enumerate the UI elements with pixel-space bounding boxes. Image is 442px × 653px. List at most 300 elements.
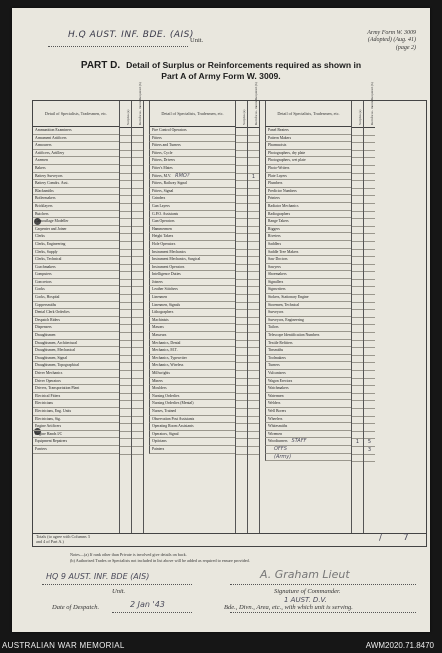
trade-row: Coachmakers xyxy=(33,264,119,272)
surplus-cell xyxy=(352,325,363,333)
trade-row: Dispensers xyxy=(33,324,119,332)
trade-row: Welders xyxy=(265,400,351,408)
title-line1: Detail of Surplus or Reinforcements required as shown in xyxy=(126,60,362,70)
reinforcements-cell xyxy=(132,424,143,432)
note-b: (b) Authorised Trades or Specialists not included in list above will be added as required to ensure provided. xyxy=(70,557,250,563)
trade-row: Sawyers xyxy=(265,264,351,272)
surplus-cell xyxy=(120,181,131,189)
reinforcements-cell xyxy=(248,447,259,455)
reinforcements-cell xyxy=(364,356,375,364)
trade-row: Toolmakers xyxy=(265,355,351,363)
part-label: PART D. xyxy=(80,60,121,71)
trade-row: Hammermen xyxy=(149,226,235,234)
surplus-cell xyxy=(352,401,363,409)
area-line xyxy=(230,612,416,613)
surplus-cell xyxy=(352,196,363,204)
reinforcements-cell xyxy=(364,409,375,417)
surplus-cell xyxy=(236,333,247,341)
trade-row: Tinsmiths xyxy=(265,347,351,355)
surplus-cell xyxy=(352,386,363,394)
reinforcements-cell xyxy=(132,234,143,242)
trade-row: Engine Artificers xyxy=(33,423,119,431)
reinforcements-cell xyxy=(364,227,375,235)
trade-row xyxy=(265,454,351,462)
trade-label: Woodturners xyxy=(268,439,288,444)
surplus-cell xyxy=(236,234,247,242)
surplus-cell xyxy=(120,394,131,402)
surplus-cell xyxy=(236,341,247,349)
reinforcements-cell: 5 xyxy=(364,439,375,447)
reinforcements-cell xyxy=(248,318,259,326)
surplus-cell xyxy=(352,265,363,273)
trade-row: Mechanics, Wireless xyxy=(149,362,235,370)
reinforcements-cell xyxy=(248,439,259,447)
signature-handwritten: A. Graham Lieut xyxy=(260,568,350,581)
trade-row: Wheelers xyxy=(265,416,351,424)
trade-row: Boilermakers xyxy=(33,195,119,203)
credit-bar xyxy=(0,637,442,653)
reinforcements-cell xyxy=(132,196,143,204)
reinforcements-cell xyxy=(248,151,259,159)
reinforcements-cell xyxy=(132,310,143,318)
trade-row: Cooks, Hospital xyxy=(33,294,119,302)
surplus-cell xyxy=(120,295,131,303)
surplus-cell xyxy=(352,303,363,311)
trade-row: Instrument Operators xyxy=(149,264,235,272)
trade-column xyxy=(33,101,119,533)
reinforcements-cell xyxy=(248,196,259,204)
trade-row: Predictor Numbers xyxy=(265,188,351,196)
trade-row: Lithographers xyxy=(149,309,235,317)
column-header: Detail of Specialists, Tradesmen, etc. xyxy=(149,101,235,127)
surplus-cell xyxy=(236,371,247,379)
trade-row: Textile Refitters xyxy=(265,340,351,348)
surplus-cell xyxy=(236,128,247,136)
trade-row: Gun Operators xyxy=(149,218,235,226)
surplus-cell xyxy=(236,310,247,318)
handwritten-note: OFFS xyxy=(274,445,287,452)
trade-row: Millwrights xyxy=(149,370,235,378)
reinforcements-cell xyxy=(132,447,143,455)
reinforcements-cell xyxy=(364,136,375,144)
reinforcements-cell xyxy=(364,386,375,394)
reinforcements-cell xyxy=(364,265,375,273)
reinforcements-cell xyxy=(364,219,375,227)
surplus-cell xyxy=(352,212,363,220)
reinforcements-cell xyxy=(248,287,259,295)
trade-row: Electrical Fitters xyxy=(33,393,119,401)
totals-reinforcements: 7 xyxy=(403,533,409,543)
trade-row: Computers xyxy=(33,271,119,279)
surplus-cell xyxy=(236,394,247,402)
reinforcements-cell xyxy=(132,356,143,364)
reinforcements-cell xyxy=(364,379,375,387)
surplus-cell xyxy=(236,158,247,166)
reinforcements-cell xyxy=(132,128,143,136)
trade-row: Saddlers xyxy=(265,241,351,249)
vertical-header xyxy=(120,101,131,128)
reinforcements-cell xyxy=(132,379,143,387)
trade-row: Turners xyxy=(265,362,351,370)
trade-row: Armament Artificers xyxy=(33,135,119,143)
surplus-cell xyxy=(120,280,131,288)
reinforcements-cell xyxy=(364,250,375,258)
date-line xyxy=(112,612,192,613)
surplus-cell xyxy=(120,250,131,258)
reinforcements-cell xyxy=(132,318,143,326)
surplus-cell xyxy=(236,401,247,409)
reinforcements-cell xyxy=(248,417,259,425)
trade-row: Radiographers xyxy=(265,211,351,219)
reinforcements-cell xyxy=(132,409,143,417)
trade-row: Concretors xyxy=(33,279,119,287)
trade-row: Bakers xyxy=(33,165,119,173)
title-line2: Part A of Army Form W. 3009. xyxy=(161,71,281,81)
reinforcements-cell xyxy=(364,196,375,204)
surplus-cell xyxy=(352,227,363,235)
part-title xyxy=(12,60,430,82)
vertical-header xyxy=(248,82,259,128)
reinforcements-cell xyxy=(132,303,143,311)
surplus-cell xyxy=(120,234,131,242)
trade-row: Artificers, Artillery xyxy=(33,150,119,158)
trade-row: Fitters, Drivers xyxy=(149,157,235,165)
trade-row: Camouflage Modeller xyxy=(33,218,119,226)
reinforcements-cell xyxy=(132,242,143,250)
reinforcements-cell xyxy=(364,212,375,220)
surplus-cell xyxy=(236,295,247,303)
surplus-cell xyxy=(120,242,131,250)
trade-row: Stokers, Stationary Engine xyxy=(265,294,351,302)
reinforcements-cell xyxy=(132,417,143,425)
reinforcements-cell xyxy=(132,166,143,174)
surplus-cell xyxy=(236,212,247,220)
unit-caption: Unit. xyxy=(112,588,126,595)
reinforcements-cell xyxy=(132,219,143,227)
reinforcements-cell xyxy=(364,242,375,250)
surplus-cell xyxy=(236,219,247,227)
reinforcements-cell xyxy=(132,439,143,447)
reinforcements-cell xyxy=(132,257,143,265)
reinforcements-cell xyxy=(248,250,259,258)
surplus-cell xyxy=(352,417,363,425)
surplus-cell xyxy=(236,424,247,432)
surplus-cell xyxy=(120,189,131,197)
surplus-cell xyxy=(236,432,247,440)
surplus-cell xyxy=(120,204,131,212)
reinforcements-cell xyxy=(248,128,259,136)
surplus-cell xyxy=(120,196,131,204)
trade-row: Instrument Mechanics xyxy=(149,249,235,257)
reinforcements-cell xyxy=(364,128,375,136)
vertical-header xyxy=(236,101,247,128)
surplus-cell xyxy=(120,310,131,318)
reinforcements-cell xyxy=(132,363,143,371)
reinforcements-cell xyxy=(248,280,259,288)
reinforcements-cell xyxy=(248,310,259,318)
trade-row: Clerks, Technical xyxy=(33,256,119,264)
reinforcements-cell xyxy=(248,204,259,212)
credit-right: AWM2020.71.8470 xyxy=(365,641,434,650)
reinforcements-cell xyxy=(364,310,375,318)
surplus-cell xyxy=(352,363,363,371)
surplus-cell xyxy=(236,204,247,212)
surplus-cell xyxy=(120,257,131,265)
trade-row: Fitter's Mates xyxy=(149,165,235,173)
reinforcements-cell xyxy=(364,318,375,326)
trade-row: Fitters, Signal xyxy=(149,188,235,196)
surplus-column xyxy=(235,101,247,533)
trade-row: Signallers xyxy=(265,279,351,287)
surplus-cell xyxy=(352,234,363,242)
vertical-header-label: Surplus (a) xyxy=(241,109,246,125)
surplus-cell xyxy=(236,439,247,447)
reinforcements-column xyxy=(363,82,375,533)
signature-line xyxy=(230,584,416,585)
trade-row: Wiremen xyxy=(265,431,351,439)
reinforcements-cell xyxy=(132,394,143,402)
trade-row: Nursing Orderlies (Mental) xyxy=(149,400,235,408)
surplus-cell xyxy=(352,158,363,166)
trade-row: Nursing Orderlies xyxy=(149,393,235,401)
reinforcements-cell xyxy=(364,333,375,341)
surplus-cell xyxy=(120,318,131,326)
reinforcements-cell xyxy=(132,295,143,303)
trade-row: Draughtsmen, Topographical xyxy=(33,362,119,370)
surplus-cell xyxy=(236,242,247,250)
reinforcements-cell xyxy=(248,325,259,333)
trade-row: Mechanics, M.T. xyxy=(149,347,235,355)
trade-row: Moulders xyxy=(149,385,235,393)
trade-row: Mechanics, Dental xyxy=(149,340,235,348)
reinforcements-cell xyxy=(132,189,143,197)
reinforcements-cell xyxy=(364,432,375,440)
trade-row: Clerks, Supply xyxy=(33,249,119,257)
trade-row: Pattern Makers xyxy=(265,135,351,143)
reinforcements-cell xyxy=(364,234,375,242)
surplus-cell xyxy=(352,181,363,189)
trade-row: Electricians, Eng. Units xyxy=(33,408,119,416)
trade-row: Clerks, Engineering xyxy=(33,241,119,249)
surplus-cell xyxy=(352,310,363,318)
reinforcements-cell xyxy=(248,181,259,189)
surplus-cell xyxy=(236,143,247,151)
reinforcements-cell xyxy=(364,287,375,295)
trade-row: Linesmen, Signals xyxy=(149,302,235,310)
surplus-cell xyxy=(352,250,363,258)
vertical-header-label: Surplus (a) xyxy=(357,109,362,125)
handwritten-note: STAFF xyxy=(291,438,307,445)
trade-row: Draughtsmen xyxy=(33,332,119,340)
reinforcements-cell xyxy=(364,158,375,166)
reinforcements-cell xyxy=(364,394,375,402)
reinforcements-cell xyxy=(132,181,143,189)
reinforcements-cell xyxy=(132,250,143,258)
trade-row: Whitesmiths xyxy=(265,423,351,431)
surplus-cell xyxy=(352,280,363,288)
surplus-cell xyxy=(352,424,363,432)
trade-row: Photo-Writers xyxy=(265,165,351,173)
reinforcements-cell xyxy=(248,189,259,197)
surplus-cell xyxy=(120,348,131,356)
surplus-cell xyxy=(236,265,247,273)
trade-row: Driver Mechanics xyxy=(33,370,119,378)
surplus-cell xyxy=(352,341,363,349)
reinforcements-cell xyxy=(132,341,143,349)
notes xyxy=(70,552,250,563)
reinforcements-cell xyxy=(364,371,375,379)
surplus-cell xyxy=(236,379,247,387)
reinforcements-cell xyxy=(248,409,259,417)
trade-row: Vulcanisers xyxy=(265,370,351,378)
surplus-cell xyxy=(120,401,131,409)
reinforcements-cell xyxy=(132,151,143,159)
trade-row: Despatch Riders xyxy=(33,317,119,325)
surplus-cell xyxy=(236,166,247,174)
trade-row: Joiners xyxy=(149,279,235,287)
reinforcements-cell xyxy=(248,257,259,265)
surplus-cell xyxy=(236,189,247,197)
reinforcements-cell xyxy=(248,363,259,371)
trade-row: Electricians, Sig. xyxy=(33,416,119,424)
surplus-cell xyxy=(236,272,247,280)
reinforcements-cell xyxy=(364,143,375,151)
reinforcements-cell xyxy=(132,136,143,144)
surplus-cell xyxy=(352,204,363,212)
reinforcements-cell xyxy=(132,227,143,235)
reinforcements-cell xyxy=(248,212,259,220)
trade-row: Draughtsmen, Signal xyxy=(33,355,119,363)
reinforcements-cell xyxy=(364,325,375,333)
form-reference xyxy=(367,30,416,52)
date-handwritten: 2 Jan '43 xyxy=(130,600,165,609)
reinforcements-cell xyxy=(248,166,259,174)
form-ref-3: (page 2) xyxy=(395,44,416,51)
reinforcements-cell xyxy=(248,234,259,242)
reinforcements-cell: 3 xyxy=(364,447,375,455)
surplus-cell xyxy=(352,166,363,174)
credit-left: AUSTRALIAN WAR MEMORIAL xyxy=(2,641,125,650)
handwritten-note: (Army) xyxy=(274,453,292,460)
trade-row: Mechanics, Typewriter xyxy=(149,355,235,363)
trade-row: Storemen, Technical xyxy=(265,302,351,310)
surplus-cell xyxy=(236,325,247,333)
trade-row: Pharmacists xyxy=(265,142,351,150)
trade-row: Saw Doctors xyxy=(265,256,351,264)
surplus-cell xyxy=(236,174,247,182)
trade-row: Coppersmiths xyxy=(33,302,119,310)
trade-row: Watermen xyxy=(265,393,351,401)
trade-row: Intelligence Duties xyxy=(149,271,235,279)
surplus-cell xyxy=(120,447,131,455)
trade-row: Ammunition Examiners xyxy=(33,127,119,135)
form-page xyxy=(12,8,430,632)
trade-row xyxy=(149,173,235,181)
trade-row: Operating Room Assistants xyxy=(149,423,235,431)
surplus-cell xyxy=(352,287,363,295)
reinforcements-cell xyxy=(364,280,375,288)
surplus-cell xyxy=(120,219,131,227)
trade-row: Engine Hands I/C xyxy=(33,431,119,439)
reinforcements-cell xyxy=(248,371,259,379)
surplus-cell xyxy=(352,356,363,364)
surplus-cell xyxy=(352,447,363,455)
trade-row: Operators, Signal xyxy=(149,431,235,439)
surplus-cell xyxy=(352,348,363,356)
surplus-cell xyxy=(236,318,247,326)
trade-row: Painters xyxy=(149,446,235,454)
trade-row: Battery Comdrs. Asst. xyxy=(33,180,119,188)
trade-row: Panel Beaters xyxy=(265,127,351,135)
trade-row: Nurses, Trained xyxy=(149,408,235,416)
reinforcements-cell xyxy=(248,341,259,349)
surplus-cell xyxy=(352,333,363,341)
trade-row: Wagon Erectors xyxy=(265,378,351,386)
trade-row: Draughtsmen, Architectural xyxy=(33,340,119,348)
trade-row: Riggers xyxy=(265,226,351,234)
reinforcements-cell xyxy=(132,212,143,220)
surplus-cell xyxy=(352,174,363,182)
surplus-cell xyxy=(120,325,131,333)
surplus-cell xyxy=(236,303,247,311)
reinforcements-cell xyxy=(248,379,259,387)
trade-row: Well Borers xyxy=(265,408,351,416)
trade-row: Surveyors xyxy=(265,309,351,317)
trade-row: Riveters xyxy=(265,233,351,241)
reinforcements-cell xyxy=(364,401,375,409)
trade-row: Shoemakers xyxy=(265,271,351,279)
trade-row: Instrument Mechanics, Surgical xyxy=(149,256,235,264)
column-header: Detail of Specialists, Tradesmen, etc. xyxy=(33,101,119,127)
reinforcements-cell xyxy=(248,356,259,364)
reinforcements-cell xyxy=(248,272,259,280)
reinforcements-cell xyxy=(364,417,375,425)
surplus-cell xyxy=(120,158,131,166)
reinforcements-cell xyxy=(364,174,375,182)
trade-row: Driver Operators xyxy=(33,378,119,386)
surplus-cell xyxy=(352,151,363,159)
surplus-cell xyxy=(352,242,363,250)
vertical-header xyxy=(364,82,375,128)
reinforcements-cell xyxy=(132,325,143,333)
trade-row xyxy=(265,438,351,446)
trade-row: Machinists xyxy=(149,317,235,325)
surplus-cell xyxy=(236,348,247,356)
form-ref-1: Army Form W. 3009 xyxy=(367,30,416,36)
reinforcements-cell xyxy=(364,295,375,303)
reinforcements-cell xyxy=(132,143,143,151)
surplus-cell xyxy=(352,432,363,440)
reinforcements-cell xyxy=(248,394,259,402)
trade-row: Leather Stitchers xyxy=(149,286,235,294)
surplus-cell xyxy=(236,227,247,235)
surplus-cell xyxy=(120,356,131,364)
reinforcements-cell xyxy=(248,295,259,303)
surplus-cell xyxy=(352,318,363,326)
unit-sign-line xyxy=(42,584,192,585)
surplus-cell xyxy=(236,386,247,394)
reinforcements-cell xyxy=(364,341,375,349)
trade-row: G.P.O. Assistants xyxy=(149,211,235,219)
reinforcements-cell xyxy=(364,348,375,356)
trade-row: Photographers, wet plate xyxy=(265,157,351,165)
reinforcements-cell xyxy=(248,265,259,273)
reinforcements-cell xyxy=(248,219,259,227)
surplus-cell xyxy=(352,272,363,280)
reinforcements-cell xyxy=(248,386,259,394)
reinforcements-cell xyxy=(132,432,143,440)
surplus-cell xyxy=(120,341,131,349)
